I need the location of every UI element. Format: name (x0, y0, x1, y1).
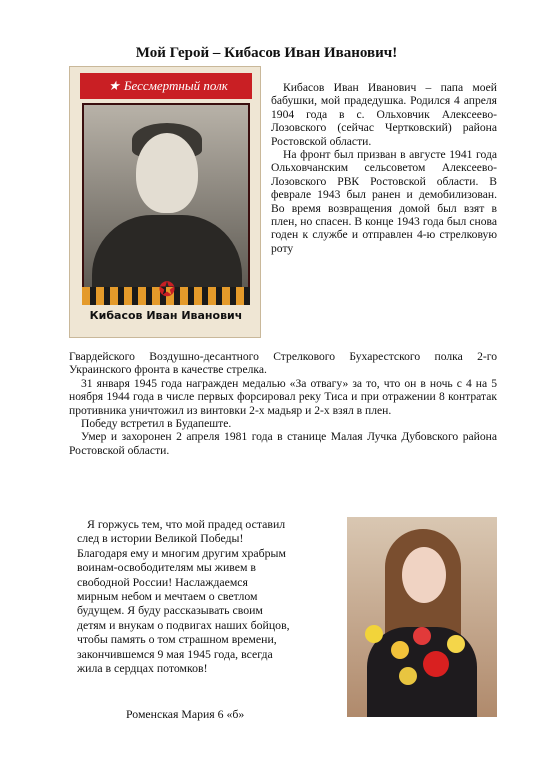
bio-paragraph-3: 31 января 1945 года награжден медалью «За отвагу» за то, что он в ночь с 4 на 5 ноября 1944 года в числе первых форсировал реку Тиса и при отражении 8 контратак противника уничтожил из винтовки 2-х мадьяр и 2-х взял в плен. (69, 376, 497, 417)
pride-line: закончившемся 9 мая 1945 года, всегда (77, 646, 273, 661)
flower-icon (413, 627, 431, 645)
pride-line: след в истории Великой Победы! (77, 531, 244, 546)
pride-line: свободной России! Наслаждаемся (77, 574, 248, 589)
flower-icon (399, 667, 417, 685)
hero-portrait (69, 66, 261, 338)
flower-icon (447, 635, 465, 653)
pride-paragraph (77, 517, 339, 675)
pride-line: Благодаря ему и многим другим храбрым (77, 545, 286, 560)
flower-icon (391, 641, 409, 659)
pride-line: будущем. Я буду рассказывать своим (77, 603, 263, 618)
signature: Роменская Мария 6 «б» (126, 707, 245, 721)
pride-line: воинам-освободителям мы живем в (77, 560, 256, 575)
immortal-regiment-banner (80, 73, 252, 99)
bio-paragraph-1: Кибасов Иван Иванович – папа моей бабушки, мой прадедушка. Родился 4 апреля 1904 года в с. Ольховчик Алексеево-Лозовского (сейчас Чертковский) района Ростовской области. (271, 81, 497, 148)
pride-line: чтобы память о том страшном времени, (77, 632, 277, 647)
bio-column (271, 81, 497, 255)
bio-paragraph-2-end: Гвардейского Воздушно-десантного Стрелкового Бухарестского полка 2-го Украинского фронта в качестве стрелка. (69, 350, 497, 377)
bio-paragraph-2-start: На фронт был призван в августе 1941 года Ольховчанским сельсоветом Алексеево-Лозовского РВК Ростовской области. В феврале 1943 был ранен и демобилизован. Во время возвращения домой был взят в плен, но спасен. В конце 1943 года был снова годен к службе и отправлен 4-ю стрелковую роту (271, 148, 497, 255)
pride-line: Я горжусь тем, что мой прадед оставил (87, 517, 286, 531)
bio-paragraph-4: Победу встретил в Будапеште. (81, 417, 232, 431)
star-icon: ★ (108, 78, 120, 93)
order-star-icon: ✪ (158, 279, 176, 301)
bio-continued (69, 350, 497, 457)
pride-line: жила в сердцах потомков! (77, 661, 208, 676)
author-photo (347, 517, 497, 717)
bio-paragraph-5: Умер и захоронен 2 апреля 1981 года в станице Малая Лучка Дубовского района Ростовской области. (69, 430, 497, 457)
pride-line: мирным небом и мечтаем о светлом (77, 589, 258, 604)
portrait-caption: Кибасов Иван Иванович (89, 309, 243, 322)
pride-line: детям и внукам о подвигах наших бойцов, (77, 617, 290, 632)
flower-icon (423, 651, 449, 677)
banner-label: Бессмертный полк (123, 78, 228, 93)
page-title: Мой Герой – Кибасов Иван Иванович! (135, 45, 398, 61)
hero-photo (82, 103, 250, 293)
flower-icon (365, 625, 383, 643)
